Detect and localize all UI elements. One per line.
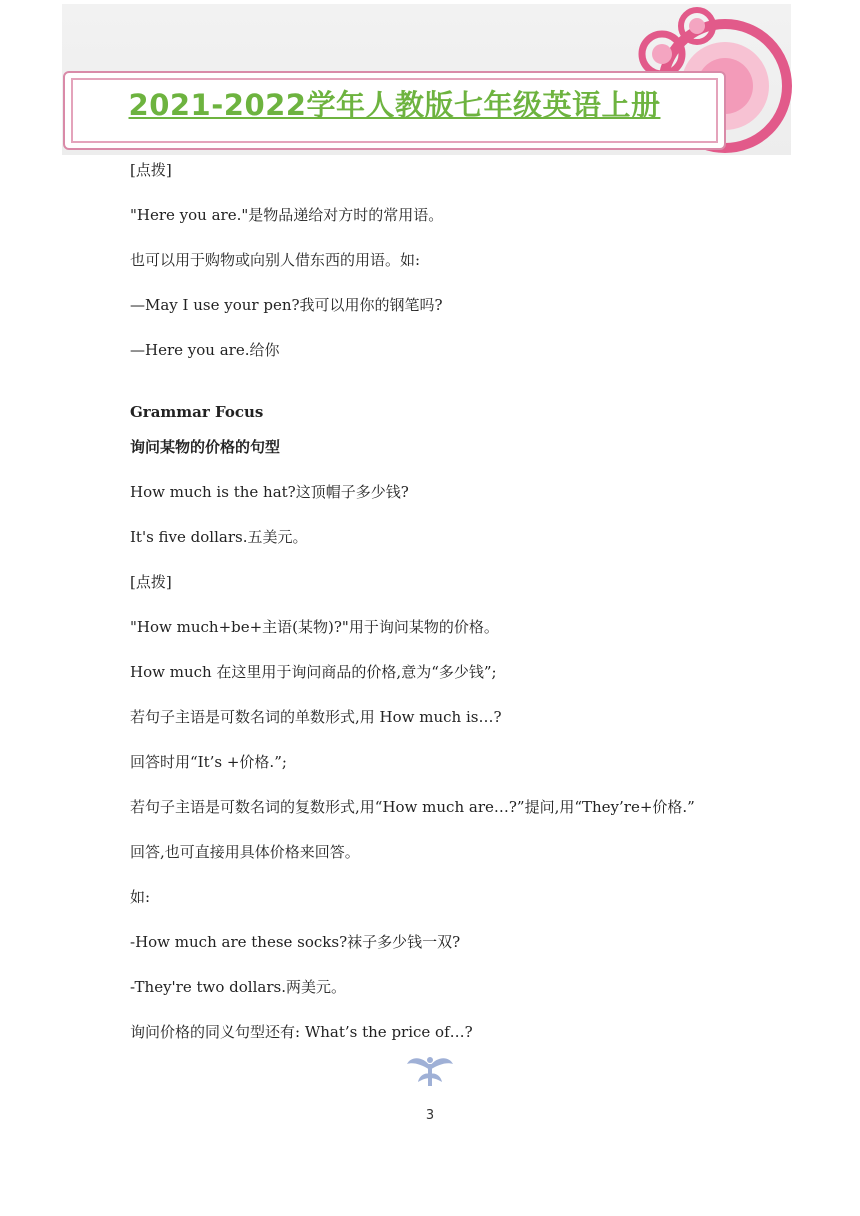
text-line: [点拨] bbox=[130, 161, 172, 179]
text-line: 如: bbox=[130, 888, 151, 906]
text-line: 询问价格的同义句型还有: What’s the price of…? bbox=[130, 1023, 473, 1041]
title-frame bbox=[63, 71, 726, 150]
text-line: -How much are these socks?袜子多少钱一双? bbox=[130, 933, 461, 951]
page-number: 3 bbox=[425, 1108, 435, 1123]
text-line: 若句子主语是可数名词的单数形式,用 How much is…? bbox=[130, 708, 502, 726]
text-line: "Here you are."是物品递给对方时的常用语。 bbox=[130, 206, 444, 224]
text-line: How much is the hat?这顶帽子多少钱? bbox=[130, 483, 409, 501]
text-line: How much 在这里用于询问商品的价格,意为“多少钱”; bbox=[130, 663, 497, 681]
flower-ornament-icon bbox=[405, 1052, 455, 1088]
text-line: —Here you are.给你 bbox=[130, 341, 280, 359]
text-line: —May I use your pen?我可以用你的钢笔吗? bbox=[130, 296, 443, 314]
text-line: It's five dollars.五美元。 bbox=[130, 528, 308, 546]
document-title: 2021-2022学年人教版七年级英语上册 bbox=[128, 88, 661, 122]
text-line: 回答,也可直接用具体价格来回答。 bbox=[130, 843, 360, 861]
text-line: -They're two dollars.两美元。 bbox=[130, 978, 346, 996]
text-line: 回答时用“It’s +价格.”; bbox=[130, 753, 287, 771]
section-heading: Grammar Focus bbox=[130, 403, 264, 421]
text-line: "How much+be+主语(某物)?"用于询问某物的价格。 bbox=[130, 618, 499, 636]
text-line: [点拨] bbox=[130, 573, 172, 591]
text-line: 若句子主语是可数名词的复数形式,用“How much are…?”提问,用“They’re+价格.” bbox=[130, 798, 695, 816]
text-line: 也可以用于购物或向别人借东西的用语。如: bbox=[130, 251, 421, 269]
section-subheading: 询问某物的价格的句型 bbox=[130, 438, 281, 456]
